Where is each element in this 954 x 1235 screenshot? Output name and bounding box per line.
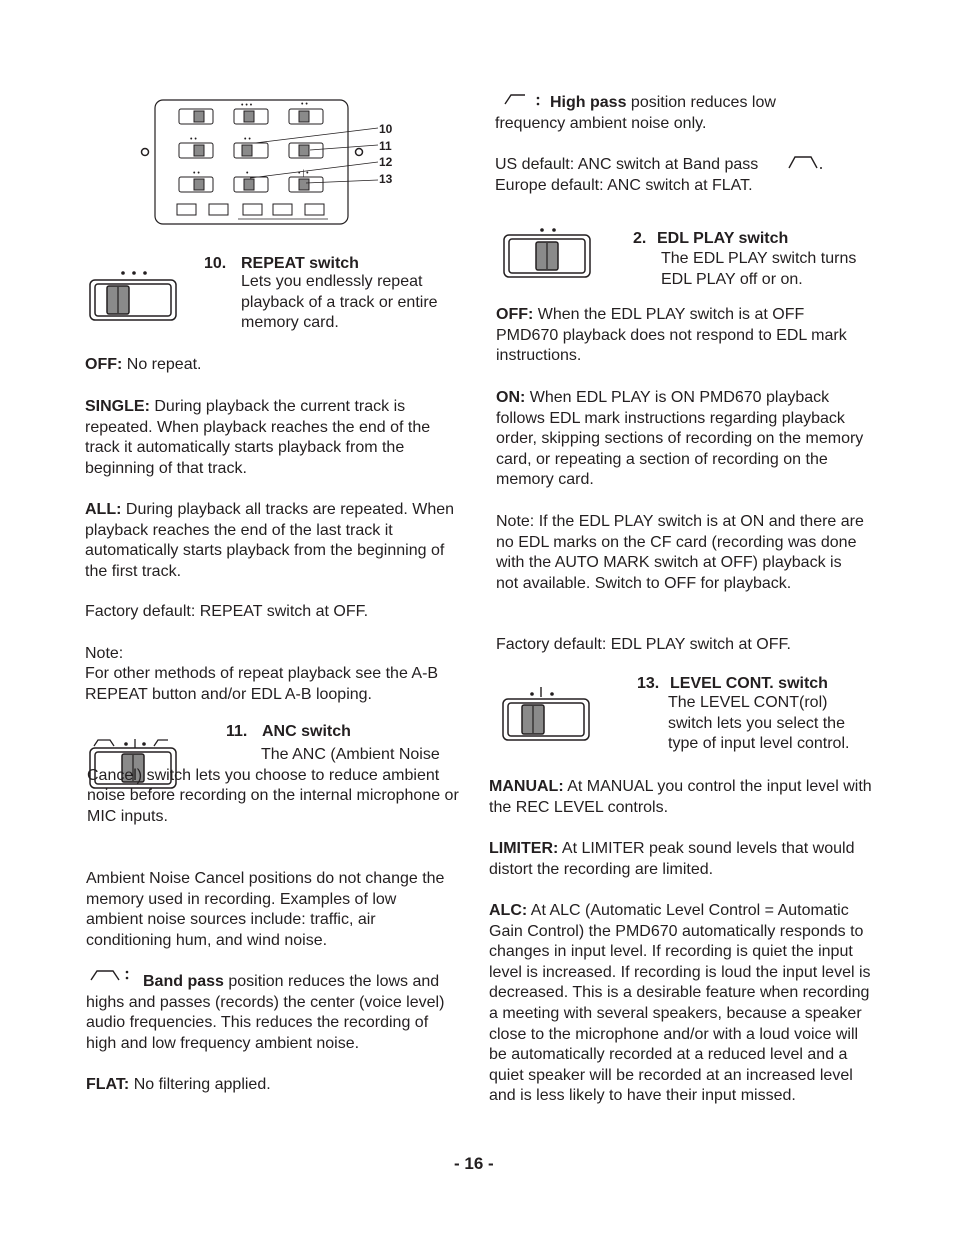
band-pass-symbol-inline (787, 153, 823, 171)
level-intro: The LEVEL CONT(rol) switch lets you select the type of input level control. (668, 694, 850, 753)
svg-text:• •: • • (244, 136, 251, 143)
anc-heading-number: 11. (226, 723, 248, 740)
page-number: - 16 - (454, 1154, 494, 1173)
repeat-all-label: ALL: (85, 501, 122, 518)
level-manual-text: At MANUAL you control the input level with the REC LEVEL controls. (489, 778, 872, 816)
edl-play-switch-icon (502, 225, 594, 281)
edl-off-label: OFF: (496, 306, 534, 323)
svg-text:• •: • • (190, 136, 197, 143)
repeat-switch-icon (89, 268, 179, 323)
level-alc-label: ALC: (489, 902, 528, 919)
anc-europe-default: Europe default: ANC switch at FLAT. (495, 177, 753, 194)
repeat-off-label: OFF: (85, 356, 123, 373)
repeat-note-text: For other methods of repeat playback see the A-B REPEAT button and/or EDL A-B looping. (85, 665, 439, 703)
repeat-off-para (85, 355, 465, 376)
repeat-single-label: SINGLE: (85, 398, 150, 415)
level-limiter-label: LIMITER: (489, 840, 559, 857)
level-alc-para (489, 901, 879, 1107)
switch-panel-diagram (138, 98, 398, 228)
edl-intro: The EDL PLAY switch turns EDL PLAY off or on. (661, 250, 857, 288)
svg-text:• | •: • | • (298, 170, 309, 177)
anc-heading-title: ANC switch (262, 723, 351, 740)
svg-text:• • •: • • • (241, 102, 253, 109)
callout-10: 10 (379, 122, 393, 136)
repeat-single-text: During playback the current track is repeated. When playback reaches the end of the track it automatically starts playback from the beginning of that track. (85, 398, 431, 477)
repeat-factory-default: Factory default: REPEAT switch at OFF. (85, 603, 369, 620)
anc-high-text: position reduces low frequency ambient noise only. (495, 94, 776, 132)
anc-memory-text: Ambient Noise Cancel positions do not change the memory used in recording. Examples of low ambient noise sources include: traffic, air conditioning hum, and wind noise. (86, 870, 445, 949)
anc-flat-para (86, 1075, 456, 1096)
edl-on-text: When EDL PLAY is ON PMD670 playback follows EDL mark instructions regarding playback order, skipping sections of recording on the memory card, or repeating a section of recording on the memory card. (496, 389, 864, 489)
callout-11: 11 (379, 139, 392, 153)
repeat-heading-title: REPEAT switch (241, 255, 359, 272)
edl-heading-title: EDL PLAY switch (657, 230, 789, 247)
level-heading-number: 13. (637, 675, 660, 692)
svg-text:•: • (246, 170, 249, 177)
callout-12: 12 (379, 155, 393, 169)
edl-factory-default: Factory default: EDL PLAY switch at OFF. (496, 636, 791, 653)
level-manual-para (489, 777, 874, 818)
edl-on-label: ON: (496, 389, 526, 406)
level-heading-title: LEVEL CONT. switch (670, 675, 828, 692)
svg-text:• •: • • (193, 170, 200, 177)
level-cont-switch-icon (501, 684, 593, 744)
edl-heading-number: 2. (633, 230, 647, 247)
anc-high-label: High pass (550, 94, 627, 111)
repeat-intro: Lets you endlessly repeat playback of a track or entire memory card. (241, 273, 438, 332)
anc-high-pass-para (495, 93, 835, 134)
level-limiter-para (489, 839, 859, 880)
svg-text:• •: • • (301, 101, 308, 108)
repeat-all-text: During playback all tracks are repeated. When playback reaches the end of the last track it automatically starts playback from the beginning of the first track. (85, 501, 455, 580)
anc-band-label: Band pass (143, 973, 224, 990)
level-limiter-text: At LIMITER peak sound levels that would distort the recording are limited. (489, 840, 855, 878)
level-alc-text: At ALC (Automatic Level Control = Automatic Gain Control) the PMD670 automatically responds to changes in input level. If recording is quiet the input level is increased. If recording is loud the input level is decreased. This is a desirable feature when recording a meeting with several speakers, because a speaker close to the microphone and/or with a loud voice will be automatically recorded at a reduced level and a quiet speaker will be recorded at an increased level and is less likely to have their input missed. (489, 902, 871, 1105)
anc-band-text: position reduces the lows and highs and passes (records) the center (voice level) audio frequencies. This reduces the recording of high and low frequency ambient noise. (86, 973, 445, 1052)
anc-us-default: US default: ANC switch at Band pass (495, 156, 759, 173)
edl-off-para (496, 305, 861, 367)
edl-off-text: When the EDL PLAY switch is at OFF PMD670 playback does not respond to EDL mark instructions. (496, 306, 847, 365)
repeat-all-para (85, 500, 455, 582)
anc-flat-label: FLAT: (86, 1076, 130, 1093)
repeat-heading-number: 10. (204, 255, 227, 272)
anc-intro: The ANC (Ambient Noise Cancel) switch lets you choose to reduce ambient noise before recording on the internal microphone or MIC inputs. (87, 746, 459, 825)
anc-flat-text: No filtering applied. (133, 1076, 271, 1093)
level-manual-label: MANUAL: (489, 778, 564, 795)
repeat-off-text: No repeat. (126, 356, 202, 373)
anc-band-pass-para (86, 972, 462, 1054)
callout-13: 13 (379, 172, 393, 186)
repeat-note-label: Note: (85, 645, 124, 662)
edl-on-para (496, 388, 871, 491)
edl-note: Note: If the EDL PLAY switch is at ON and there are no EDL marks on the CF card (recording was done with the AUTO MARK switch at OFF) playback is not available. Switch to OFF for playback. (496, 513, 864, 592)
repeat-single-para (85, 397, 465, 479)
